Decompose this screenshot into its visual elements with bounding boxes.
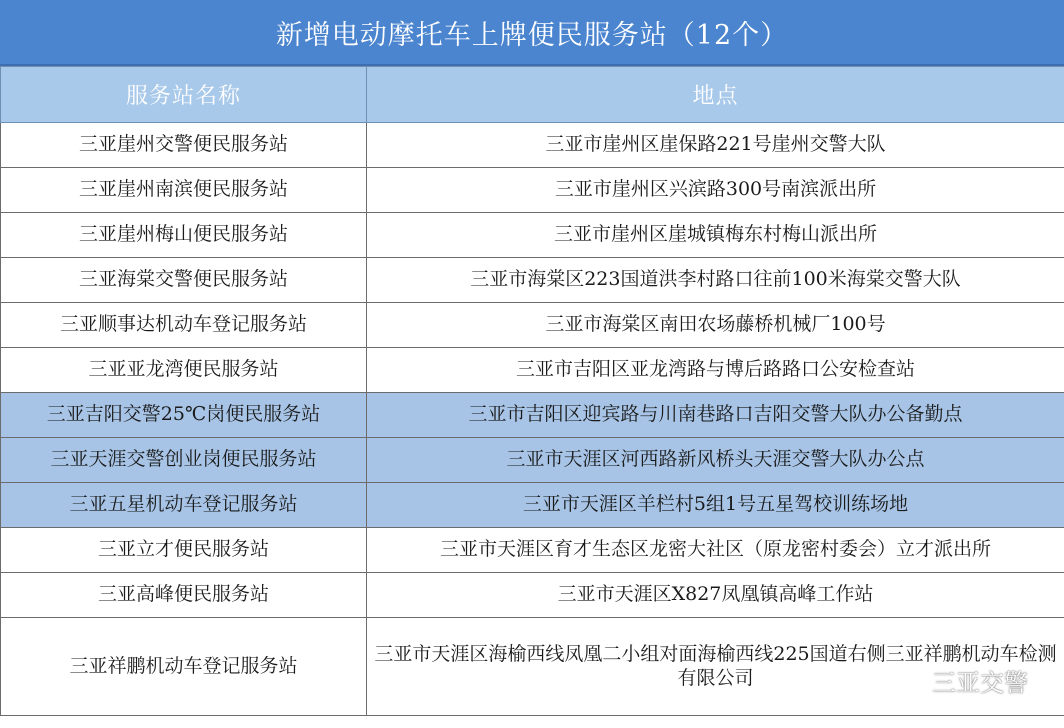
station-name-cell: 三亚高峰便民服务站 [1,573,367,618]
station-name-cell: 三亚崖州南滨便民服务站 [1,168,367,213]
table-row [1,438,1064,483]
station-location-cell: 三亚市吉阳区迎宾路与川南巷路口吉阳交警大队办公备勤点 [367,393,1064,438]
table-row [1,348,1064,393]
station-name-cell: 三亚崖州交警便民服务站 [1,123,367,168]
page-title: 新增电动摩托车上牌便民服务站（12个） [0,0,1064,66]
station-location-cell: 三亚市海棠区223国道洪李村路口往前100米海棠交警大队 [367,258,1064,303]
table-row [1,303,1064,348]
station-location-cell: 三亚市天涯区河西路新风桥头天涯交警大队办公点 [367,438,1064,483]
station-name-cell: 三亚祥鹏机动车登记服务站 [1,618,367,716]
station-location-cell: 三亚市崖州区崖保路221号崖州交警大队 [367,123,1064,168]
table-row [1,168,1064,213]
table-row [1,573,1064,618]
watermark [894,663,1028,698]
table-row [1,258,1064,303]
station-location-cell: 三亚市天涯区海榆西线凤凰二小组对面海榆西线225国道右侧三亚祥鹏机动车检测有限公司 [367,618,1064,716]
station-location-cell: 三亚市天涯区X827凤凰镇高峰工作站 [367,573,1064,618]
service-station-table [0,66,1064,716]
station-location-cell: 三亚市天涯区育才生态区龙密大社区（原龙密村委会）立才派出所 [367,528,1064,573]
station-name-cell: 三亚海棠交警便民服务站 [1,258,367,303]
table-row [1,213,1064,258]
station-name-cell: 三亚顺事达机动车登记服务站 [1,303,367,348]
station-location-cell: 三亚市崖州区兴滨路300号南滨派出所 [367,168,1064,213]
station-location-cell: 三亚市天涯区羊栏村5组1号五星驾校训练场地 [367,483,1064,528]
station-name-cell: 三亚亚龙湾便民服务站 [1,348,367,393]
table-row [1,528,1064,573]
station-name-cell: 三亚天涯交警创业岗便民服务站 [1,438,367,483]
station-location-cell: 三亚市崖州区崖城镇梅东村梅山派出所 [367,213,1064,258]
station-location-cell: 三亚市吉阳区亚龙湾路与博后路路口公安检查站 [367,348,1064,393]
column-header-location: 地点 [367,67,1064,123]
table-row [1,393,1064,438]
wechat-icon [894,668,924,694]
station-location-cell: 三亚市海棠区南田农场藤桥机械厂100号 [367,303,1064,348]
column-header-name: 服务站名称 [1,67,367,123]
table-header-row [1,67,1064,123]
station-name-cell: 三亚立才便民服务站 [1,528,367,573]
table-row [1,483,1064,528]
watermark-text: 三亚交警 [932,669,1028,697]
station-name-cell: 三亚崖州梅山便民服务站 [1,213,367,258]
station-name-cell: 三亚吉阳交警25℃岗便民服务站 [1,393,367,438]
station-name-cell: 三亚五星机动车登记服务站 [1,483,367,528]
table-row [1,123,1064,168]
